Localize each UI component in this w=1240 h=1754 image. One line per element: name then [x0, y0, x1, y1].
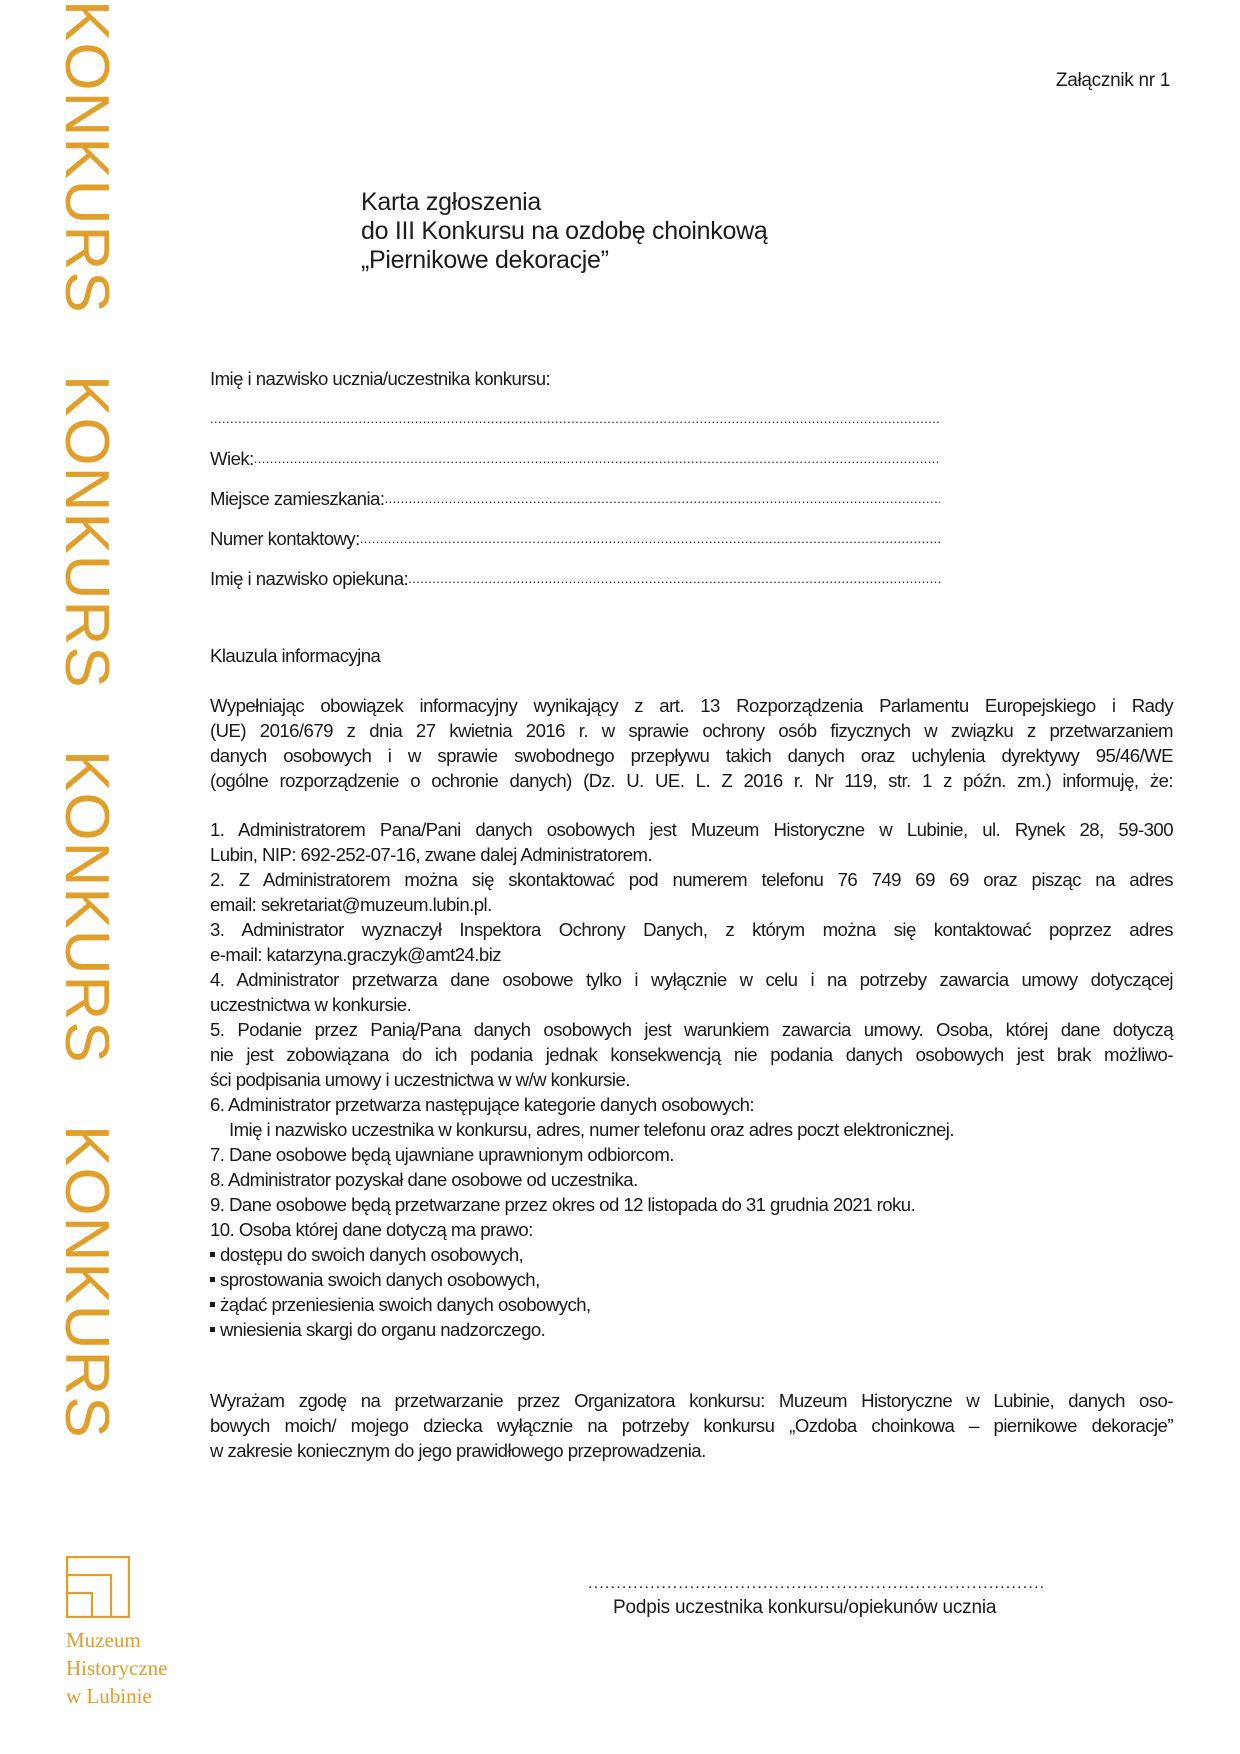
field-participant-name-label [210, 366, 940, 406]
text-line: ści podpisania umowy i uczestnictwa w w/w konkursie. [210, 1069, 630, 1090]
text-line: 2. Z Administratorem można się skontaktować pod numerem telefonu 76 749 69 69 oraz pisząc na adres [210, 869, 1173, 890]
text-line: 6. Administrator przetwarza następujące kategorie danych osobowych: [210, 1094, 755, 1115]
text-line: 3. Administrator wyznaczył Inspektora Ochrony Danych, z którym można się kontaktować poprzez adres [210, 919, 1173, 940]
band-word: KONKURS [52, 750, 121, 1064]
text-line: danych osobowych i w sprawie swobodnego przepływu takich danych oraz uchylenia dyrektywy 95/46/WE [210, 745, 1173, 766]
text-line: Lubin, NIP: 692-252-07-16, zwane dalej Administratorem. [210, 844, 653, 865]
bullet-text: wniesienia skargi do organu nadzorczego. [220, 1319, 546, 1340]
text-line: uczestnictwa w konkursie. [210, 994, 412, 1015]
band-word: KONKURS [52, 375, 121, 689]
bullet-text: sprostowania swoich danych osobowych, [220, 1269, 540, 1290]
clause-intro [210, 693, 1173, 793]
consent-paragraph [210, 1388, 1173, 1463]
field-label: Numer kontaktowy: [210, 528, 360, 549]
logo-line: Muzeum [66, 1628, 141, 1652]
title-line: Karta zgłoszenia [361, 188, 542, 216]
field-label: Imię i nazwisko opiekuna: [210, 568, 409, 589]
field-label: Imię i nazwisko ucznia/uczestnika konkursu: [210, 368, 551, 389]
text-line: Imię i nazwisko uczestnika w konkursu, adres, numer telefonu oraz adres poczt elektronicznej. [229, 1119, 954, 1140]
text-line: (ogólne rozporządzenie o ochronie danych) (Dz. U. UE. L. Z 2016 r. Nr 119, str. 1 z późn. zm.) informuję, że: [210, 770, 1173, 791]
text-line: 5. Podanie przez Panią/Pana danych osobowych jest warunkiem zawarcia umowy. Osoba, której dane dotyczą [210, 1019, 1173, 1040]
rights-bullet-item [210, 1292, 1173, 1317]
signature-line[interactable] [588, 1575, 1043, 1593]
clause-heading: Klauzula informacyjna [210, 645, 381, 666]
title-line: do III Konkursu na ozdobę choinkową [361, 217, 768, 245]
field-phone[interactable] [210, 526, 940, 566]
phone-input-line[interactable] [360, 526, 940, 566]
text-line: e-mail: katarzyna.graczyk@amt24.biz [210, 944, 502, 965]
signature-label: Podpis uczestnika konkursu/opiekunów ucznia [613, 1597, 997, 1618]
text-line: 4. Administrator przetwarza dane osobowe tylko i wyłącznie w celu i na potrzeby zawarcia umowy dotyczącej [210, 969, 1173, 990]
field-guardian-name[interactable] [210, 566, 940, 606]
museum-logo-icon [66, 1556, 130, 1618]
field-participant-name[interactable] [210, 406, 940, 446]
rights-bullet-item [210, 1267, 1173, 1292]
band-word: KONKURS [52, 0, 121, 314]
field-age[interactable] [210, 446, 940, 486]
age-input-line[interactable] [254, 446, 940, 486]
field-label: Miejsce zamieszkania: [210, 488, 385, 509]
entry-form [210, 366, 940, 606]
museum-logo-text [66, 1626, 167, 1710]
text-line: 1. Administratorem Pana/Pani danych osobowych jest Muzeum Historyczne w Lubinie, ul. Rynek 28, 59-300 [210, 819, 1173, 840]
text-line: (UE) 2016/679 z dnia 27 kwietnia 2016 r. w sprawie ochrony osób fizycznych w związku z przetwarzaniem [210, 720, 1173, 741]
konkurs-vertical-band [52, 0, 121, 1480]
text-line: email: sekretariat@muzeum.lubin.pl. [210, 894, 492, 915]
bullet-text: żądać przeniesienia swoich danych osobowych, [220, 1294, 591, 1315]
text-line: Wypełniając obowiązek informacyjny wynikający z art. 13 Rozporządzenia Parlamentu Europejskiego i Rady [210, 695, 1173, 716]
attachment-label: Załącznik nr 1 [1055, 70, 1170, 91]
participant-name-input-line[interactable] [210, 406, 940, 446]
text-line: 10. Osoba której dane dotyczą ma prawo: [210, 1219, 533, 1240]
logo-line: Historyczne [66, 1656, 168, 1680]
field-label: Wiek: [210, 448, 254, 469]
bullet-text: dostępu do swoich danych osobowych, [220, 1244, 524, 1265]
clause-items [210, 817, 1173, 1342]
rights-bullet-item [210, 1242, 1173, 1267]
text-line: 9. Dane osobowe będą przetwarzane przez okres od 12 listopada do 31 grudnia 2021 roku. [210, 1194, 916, 1215]
field-residence[interactable] [210, 486, 940, 526]
text-line: 7. Dane osobowe będą ujawniane uprawnionym odbiorcom. [210, 1144, 674, 1165]
text-line: 8. Administrator pozyskał dane osobowe od uczestnika. [210, 1169, 638, 1190]
text-line: bowych moich/ mojego dziecka wyłącznie na potrzeby konkursu „Ozdoba choinkowa – piernikowe dekoracje” [210, 1415, 1173, 1436]
band-word: KONKURS [52, 1125, 121, 1439]
title-line: „Piernikowe dekoracje” [361, 246, 609, 274]
text-line: nie jest zobowiązana do ich podania jednak konsekwencją nie podania danych osobowych jest brak możliwo- [210, 1044, 1173, 1065]
logo-line: w Lubinie [66, 1684, 152, 1708]
guardian-name-input-line[interactable] [408, 566, 940, 606]
text-line: Wyrażam zgodę na przetwarzanie przez Organizatora konkursu: Muzeum Historyczne w Lubinie, danych oso- [210, 1390, 1173, 1411]
rights-bullet-item [210, 1317, 1173, 1342]
text-line: w zakresie koniecznym do jego prawidłowego przeprowadzenia. [210, 1440, 706, 1461]
residence-input-line[interactable] [384, 486, 940, 526]
page-title [361, 188, 767, 275]
